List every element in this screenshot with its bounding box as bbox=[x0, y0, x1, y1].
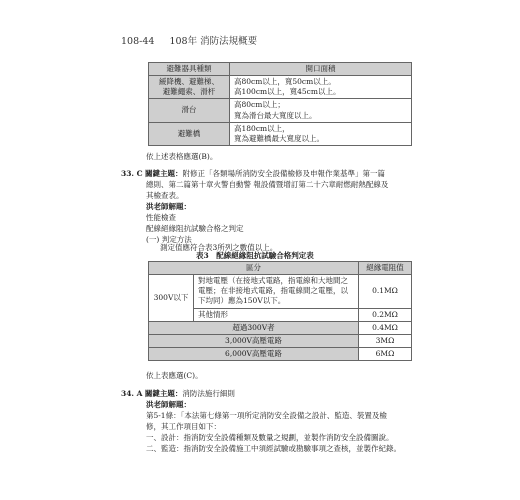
opening-area-cell: 高80cm以上，寬50cm以上。 高100cm以上，寬45cm以上。 bbox=[230, 76, 412, 99]
resistance-value-cell: 3MΩ bbox=[359, 334, 412, 347]
voltage-group-cell: 300V以下 bbox=[149, 275, 194, 322]
answer-line: 一、設計：指消防安全設備種類及數量之規劃，並製作消防安全設備圖說。 bbox=[146, 433, 394, 442]
topic-text: 其檢查表。 bbox=[146, 191, 184, 200]
table-caption: 表3 配線絕緣阻抗試驗合格判定表 bbox=[196, 251, 314, 260]
table-row bbox=[149, 347, 412, 360]
answer-note: 依上表應選(C)。 bbox=[146, 371, 203, 380]
teacher-answer-label: 洪老師解題： bbox=[146, 400, 191, 409]
answer-note: 依上述表格應選(B)。 bbox=[146, 152, 218, 161]
answer-line: 測定值應符合表3所列之數值以上。 bbox=[160, 243, 278, 252]
condition-cell: 對地電壓（在接地式電路，指電線和大地間之電壓；在非接地式電路，指電線間之電壓，以下均同）應為150V以下。 bbox=[194, 275, 359, 308]
table-row bbox=[149, 76, 412, 99]
table-row bbox=[149, 122, 412, 145]
answer-line: (一) 判定方法 bbox=[146, 235, 192, 244]
table-header-row bbox=[149, 262, 412, 275]
book-title: 108年 消防法規概要 bbox=[169, 36, 258, 47]
topic-text: 消防法施行細則 bbox=[182, 389, 235, 398]
opening-area-cell: 高180cm以上， 寬為避難橋最大寬度以上。 bbox=[230, 122, 412, 145]
page-number: 108-44 bbox=[121, 36, 155, 47]
resistance-value-cell: 6MΩ bbox=[359, 347, 412, 360]
answer-line: 性能檢查 bbox=[146, 213, 176, 222]
table-header-cell: 開口面積 bbox=[230, 63, 412, 76]
answer-line: 第5-1條：「本法第七條第一項所定消防安全設備之設計、監造、裝置及檢 bbox=[146, 411, 387, 420]
topic-text: 附修正「各類場所消防安全設備檢修及申報作業基準」第一篇 bbox=[182, 169, 386, 178]
table-row bbox=[149, 275, 412, 308]
answer-line: 配線絕緣阻抗試驗合格之判定 bbox=[146, 224, 244, 233]
resistance-value-cell: 0.4MΩ bbox=[359, 321, 412, 334]
resistance-value-cell: 0.2MΩ bbox=[359, 308, 412, 321]
escape-device-table bbox=[148, 62, 412, 146]
condition-cell: 3,000V高壓電路 bbox=[149, 334, 359, 347]
condition-cell: 其他情形 bbox=[194, 308, 359, 321]
device-type-cell: 滑台 bbox=[149, 99, 230, 122]
topic-label: 關鍵主題： bbox=[145, 169, 183, 178]
answer-line: 二、監造：指消防安全設備施工中須經試驗或勘驗事項之查核，並製作紀錄。 bbox=[146, 444, 401, 453]
table-row bbox=[149, 334, 412, 347]
answer-line: 修，其工作項目如下： bbox=[146, 422, 221, 431]
resistance-value-cell: 0.1MΩ bbox=[359, 275, 412, 308]
page-header bbox=[121, 33, 257, 47]
condition-cell: 6,000V高壓電路 bbox=[149, 347, 359, 360]
topic-text: 總則、第二篇第十章火警自動警 報設備暨增訂第二十六章耐燃耐熱配線及 bbox=[146, 180, 389, 189]
question-34-topic bbox=[121, 389, 235, 399]
table-header-cell: 絕緣電阻值 bbox=[359, 262, 412, 275]
table-header-row bbox=[149, 63, 412, 76]
question-number: 33. C bbox=[121, 169, 143, 178]
table-row bbox=[149, 321, 412, 334]
teacher-answer-label: 洪老師解題： bbox=[146, 202, 191, 211]
insulation-resistance-table bbox=[148, 261, 412, 361]
device-type-cell: 緩降機、避難梯、 避難繩索、滑杆 bbox=[149, 76, 230, 99]
table-row bbox=[149, 99, 412, 122]
topic-label: 關鍵主題： bbox=[144, 389, 183, 398]
table-header-cell: 區分 bbox=[149, 262, 359, 275]
question-33-topic bbox=[121, 169, 385, 179]
opening-area-cell: 高80cm以上； 寬為滑台最大寬度以上。 bbox=[230, 99, 412, 122]
question-number: 34. A bbox=[121, 389, 143, 398]
table-header-cell: 避難器具種類 bbox=[149, 63, 230, 76]
device-type-cell: 避難橋 bbox=[149, 122, 230, 145]
condition-cell: 超過300V者 bbox=[149, 321, 359, 334]
